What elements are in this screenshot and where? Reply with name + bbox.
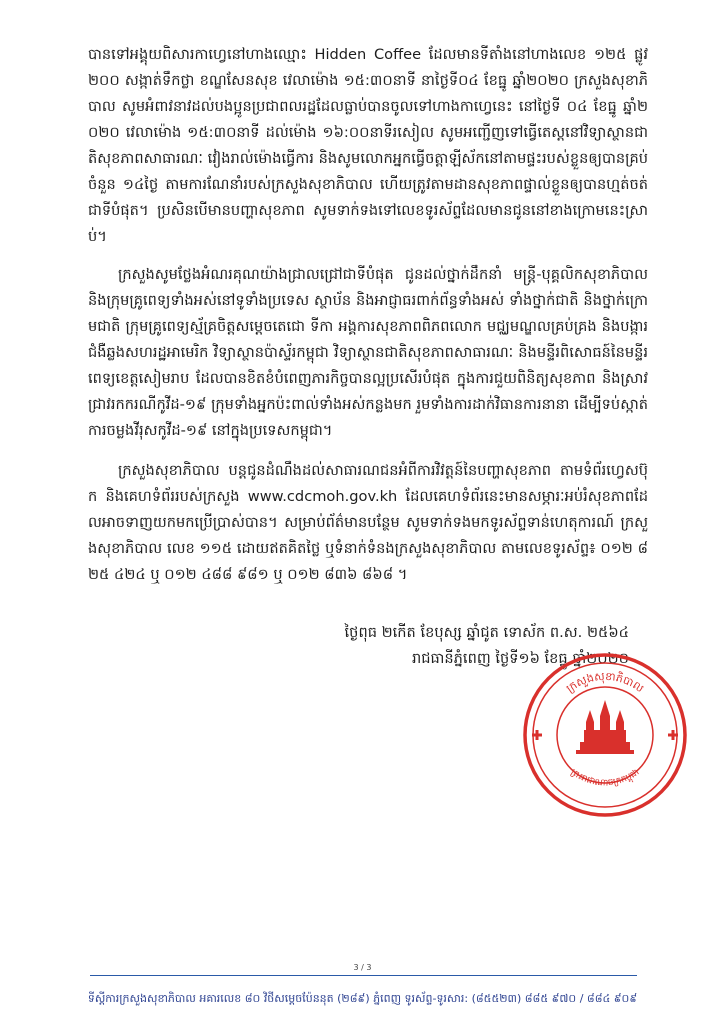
official-seal-icon	[520, 650, 690, 820]
body-paragraph-1: បានទៅអង្គុយពិសារកាហ្វេនៅហាងឈ្មោះ Hidden Coffee ដែលមានទីតាំងនៅហាងលេខ ១២៥ ផ្លូវ ២០០ សង្កាត់ទឹកថ្លា ខណ្ឌសែនសុខ វេលាម៉ោង ១៥:៣០នាទី នាថ្ងៃទី០៤ ខែធ្នូ ឆ្នាំ២០២០ ក្រសួងសុខាភិបាល សូមអំពាវនាវដល់បងប្អូនប្រជាពលរដ្ឋដែលធ្លាប់បានចូលទៅហាងកាហ្វេនេះ នៅថ្ងៃទី ០៤ ខែធ្នូ ឆ្នាំ២០២០ វេលាម៉ោង ១៥:៣០នាទី ដល់ម៉ោង ១៦:០០នាទីរសៀល សូមអញ្ជើញទៅធ្វើតេស្តនៅវិទ្យាស្ថានជាតិសុខភាពសាធារណៈ វៀងរាល់ម៉ោងធ្វើការ និងសូមលោកអ្នកធ្វើចត្តាឡីស័កនៅតាមផ្ទះរបស់ខ្លួនឲ្យបានគ្រប់ចំនួន ១៤ថ្ងៃ តាមការណែនាំរបស់ក្រសួងសុខាភិបាល ហើយត្រូវតាមដានសុខភាពផ្ទាល់ខ្លួនឲ្យបានហ្មត់ចត់ជាទីបំផុត។ ប្រសិនបើមានបញ្ហាសុខភាព សូមទាក់ទងទៅលេខទូរស័ព្ទដែលមានជូននៅខាងក្រោមនេះស្រាប់។	[88, 46, 648, 245]
solar-date: រាជធានីភ្នំពេញ ថ្ងៃទី១៦ ខែធ្នូ ឆ្នាំ២០២០	[411, 650, 629, 667]
svg-text:ក្រសួងសុខាភិបាល	[564, 670, 646, 695]
footer-divider	[90, 975, 637, 976]
footer-address: ទីស្តីការក្រសួងសុខាភិបាល អគារលេខ ៨០ វិថីសម្ដេចប៉ែននុត (២៨៩) ភ្នំពេញ ទូរស័ព្ទ-ទូរសារ: (៨៥៥២៣) ៨៨៥ ៩៧០ / ៨៨៤ ៩០៩	[87, 992, 638, 1005]
body-paragraph-2: ក្រសួងសូមថ្លែងអំណរគុណយ៉ាងជ្រាលជ្រៅជាទីបំផុត ជូនដល់ថ្នាក់ដឹកនាំ មន្ត្រី-បុគ្គលិកសុខាភិបាល និងក្រុមគ្រូពេទ្យទាំងអស់នៅទូទាំងប្រទេស ស្ថាប័ន និងអាជ្ញាធរពាក់ព័ន្ធទាំងអស់ ទាំងថ្នាក់ជាតិ និងថ្នាក់ក្រោមជាតិ ក្រុមគ្រូពេទ្យស្ម័គ្រចិត្តសម្តេចតេជោ ទីកា អង្គការសុខភាពពិភពលោក មជ្ឈមណ្ឌលគ្រប់គ្រង និងបង្ការជំងឺឆ្លងសហរដ្ឋអាមេរិក វិទ្យាស្ថានប៉ាស្ទ័រកម្ពុជា វិទ្យាស្ថានជាតិសុខភាពសាធារណៈ និងមន្ទីរពិសោធន៍នៃមន្ទីរពេទ្យខេត្តសៀមរាប ដែលបានខិតខំបំពេញភារកិច្ចបានល្អប្រសើរបំផុត ក្នុងការជួយពិនិត្យសុខភាព និងស្រាវជ្រាវរកករណីកូវីដ-១៩ ក្រុមទាំងអ្នកប៉ះពាល់ទាំងអស់កន្លងមក រួមទាំងការដាក់វិធានការនានា ដើម្បីទប់ស្កាត់ការចម្លងវីរុសកូវីដ-១៩ នៅក្នុងប្រទេសកម្ពុជា។	[88, 266, 648, 439]
svg-text:ព្រះរាជាណាចក្រកម្ពុជា	[569, 767, 642, 788]
seal-bottom-text: ព្រះរាជាណាចក្រកម្ពុជា	[568, 767, 642, 789]
lunar-date: ថ្ងៃពុធ ២កើត ខែបុស្ស ឆ្នាំជូត ទោស័ក ព.ស. ២៥៦៤	[344, 624, 629, 641]
body-paragraph-3: ក្រសួងសុខាភិបាល បន្តជូនដំណឹងដល់សាធារណជនអំពីការវិវត្តន៍នៃបញ្ហាសុខភាព តាមទំព័រហ្វេសប៊ុក និងគេហទំព័ររបស់ក្រសួង www.cdcmoh.gov.kh ដែលគេហទំព័រនេះមានសម្ភារៈអប់រំសុខភាពដែលអាចទាញយកមកប្រើប្រាស់បាន។ សម្រាប់ព័ត៌មានបន្ថែម សូមទាក់ទងមកទូរស័ព្ទទាន់ហេតុការណ៍ ក្រសួងសុខាភិបាល លេខ ១១៥ ដោយឥតគិតថ្លៃ ឬទំនាក់ទំនងក្រសួងសុខាភិបាល តាមលេខទូរស័ព្ទ៖ ០១២ ៨២៥ ៤២៤ ឬ ០១២ ៤៨៨ ៩៨១ ឬ ០១២ ៨៣៦ ៨៦៨ ។	[88, 462, 648, 583]
seal-top-text: ក្រសួងសុខាភិបាល	[563, 669, 647, 696]
page-number: 3 / 3	[353, 963, 372, 972]
